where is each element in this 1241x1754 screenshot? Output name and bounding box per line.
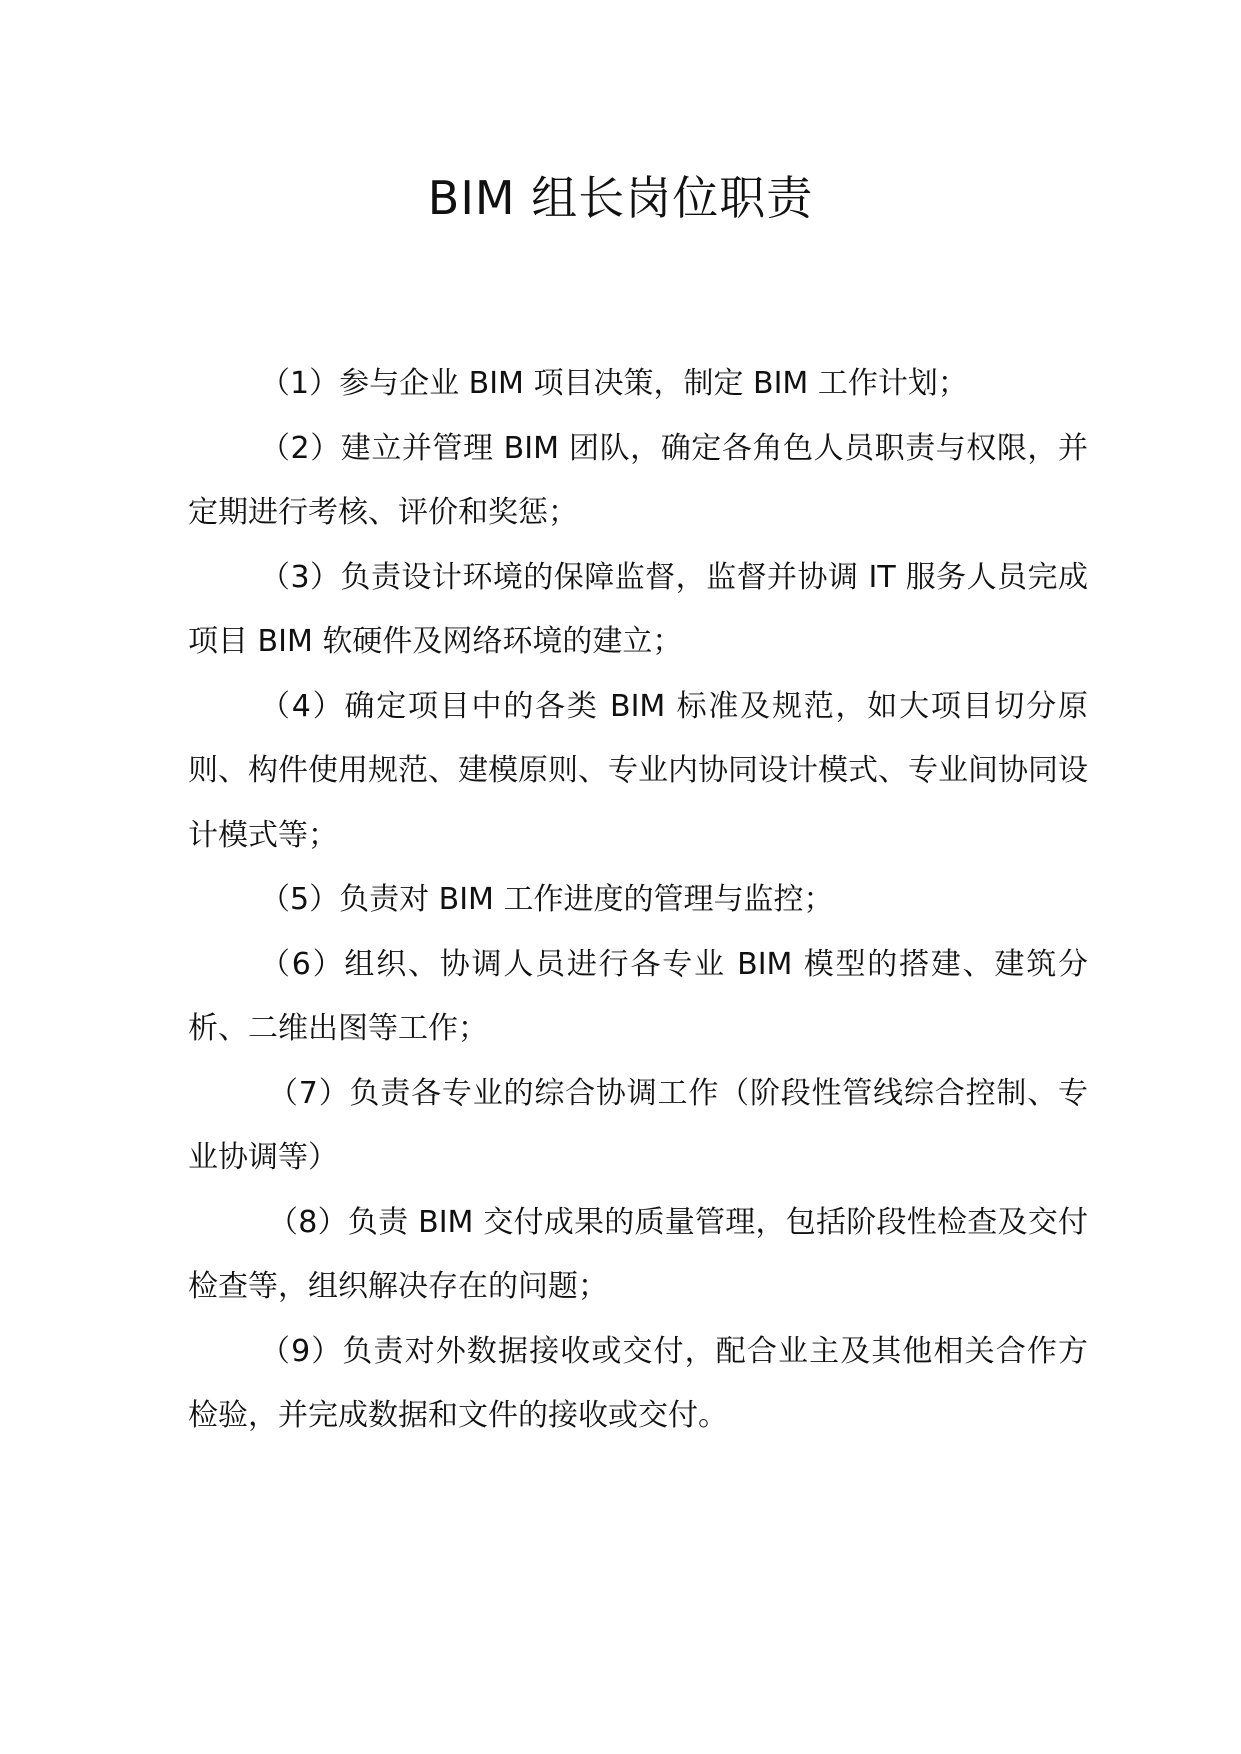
duty-item-7: （7）负责各专业的综合协调工作（阶段性管线综合控制、专业协调等）: [188, 1075, 1088, 1175]
duty-item-1: （1）参与企业 BIM 项目决策，制定 BIM 工作计划；: [260, 366, 968, 401]
duty-item-8: （8）负责 BIM 交付成果的质量管理，包括阶段性检查及交付检查等，组织解决存在的问题；: [188, 1204, 1088, 1304]
duty-item-6: （6）组织、协调人员进行各专业 BIM 模型的搭建、建筑分析、二维出图等工作；: [188, 946, 1088, 1046]
document-title: BIM 组长岗位职责: [427, 171, 814, 225]
duty-item-2: （2）建立并管理 BIM 团队，确定各角色人员职责与权限，并定期进行考核、评价和奖惩；: [188, 430, 1088, 530]
duty-item-4: （4）确定项目中的各类 BIM 标准及规范，如大项目切分原则、构件使用规范、建模原则、专业内协同设计模式、专业间协同设计模式等；: [188, 688, 1088, 853]
document-body: [188, 352, 1088, 1449]
duty-item-9: （9）负责对外数据接收或交付，配合业主及其他相关合作方检验，并完成数据和文件的接收或交付。: [188, 1333, 1088, 1433]
duty-item-5: （5）负责对 BIM 工作进度的管理与监控；: [260, 882, 834, 917]
duty-item-3: （3）负责设计环境的保障监督，监督并协调 IT 服务人员完成项目 BIM 软硬件及网络环境的建立；: [188, 559, 1088, 659]
